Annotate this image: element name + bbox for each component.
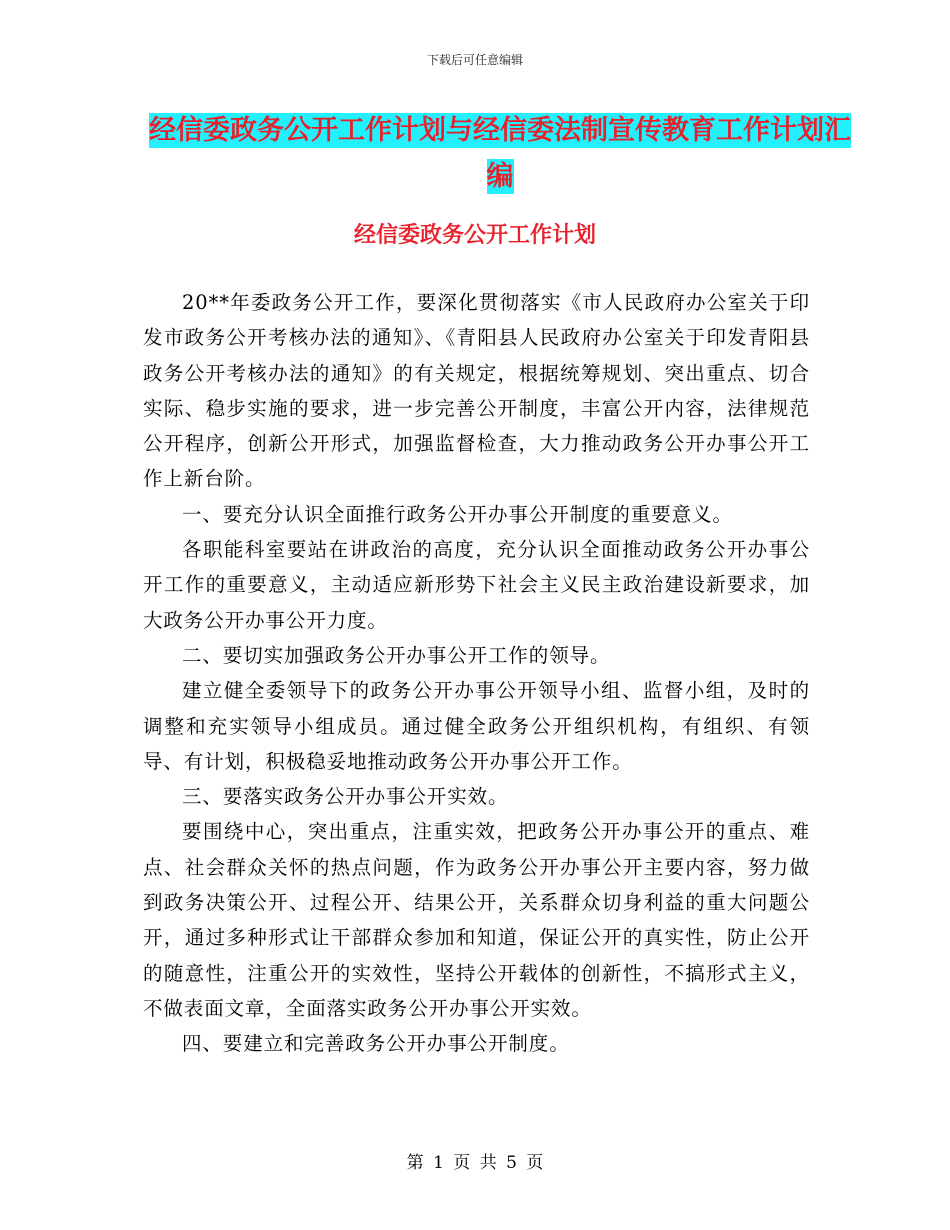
paragraph-heading: 四、要建立和完善政务公开办事公开制度。 [182, 1032, 570, 1056]
paragraph: 要围绕中心，突出重点，注重实效，把政务公开办事公开的重点、难点、社会群众关怀的热点问题，作为政务公开办事公开主要内容，努力做到政务决策公开、过程公开、结果公开，关系群众切身利益的重大问题公开，通过多种形式让干部群众参加和知道，保证公开的真实性，防止公开的随意性，注重公开的实效性，坚持公开载体的创新性，不搞形式主义，不做表面文章，全面落实政务公开办事公开实效。 [143, 820, 810, 1020]
page-header-note: 下载后可任意编辑 [426, 53, 523, 67]
document-title-text: 经信委政务公开工作计划与经信委法制宣传教育工作计划汇编 [149, 115, 851, 192]
paragraph-heading: 二、要切实加强政务公开办事公开工作的领导。 [182, 643, 611, 667]
paragraph: 各职能科室要站在讲政治的高度，充分认识全面推动政务公开办事公开工作的重要意义，主动适应新形势下社会主义民主政治建设新要求，加大政务公开办事公开力度。 [143, 538, 810, 632]
paragraph: 建立健全委领导下的政务公开办事公开领导小组、监督小组，及时的调整和充实领导小组成员。通过健全政务公开组织机构，有组织、有领导、有计划，积极稳妥地推动政务公开办事公开工作。 [143, 679, 810, 773]
document-body [143, 285, 810, 1062]
document-title [140, 108, 860, 200]
page-number-footer: 第 1 页 共 5 页 [406, 1153, 544, 1173]
paragraph-heading: 三、要落实政务公开办事公开实效。 [182, 785, 509, 809]
paragraph: 20**年委政务公开工作，要深化贯彻落实《市人民政府办公室关于印发市政务公开考核办法的通知》、《青阳县人民政府办公室关于印发青阳县政务公开考核办法的通知》的有关规定，根据统筹规划、突出重点、切合实际、稳步实施的要求，进一步完善公开制度，丰富公开内容，法律规范公开程序，创新公开形式，加强监督检查，大力推动政务公开办事公开工作上新台阶。 [143, 291, 810, 491]
section-title: 经信委政务公开工作计划 [353, 223, 596, 248]
paragraph-heading: 一、要充分认识全面推行政务公开办事公开制度的重要意义。 [182, 502, 733, 526]
